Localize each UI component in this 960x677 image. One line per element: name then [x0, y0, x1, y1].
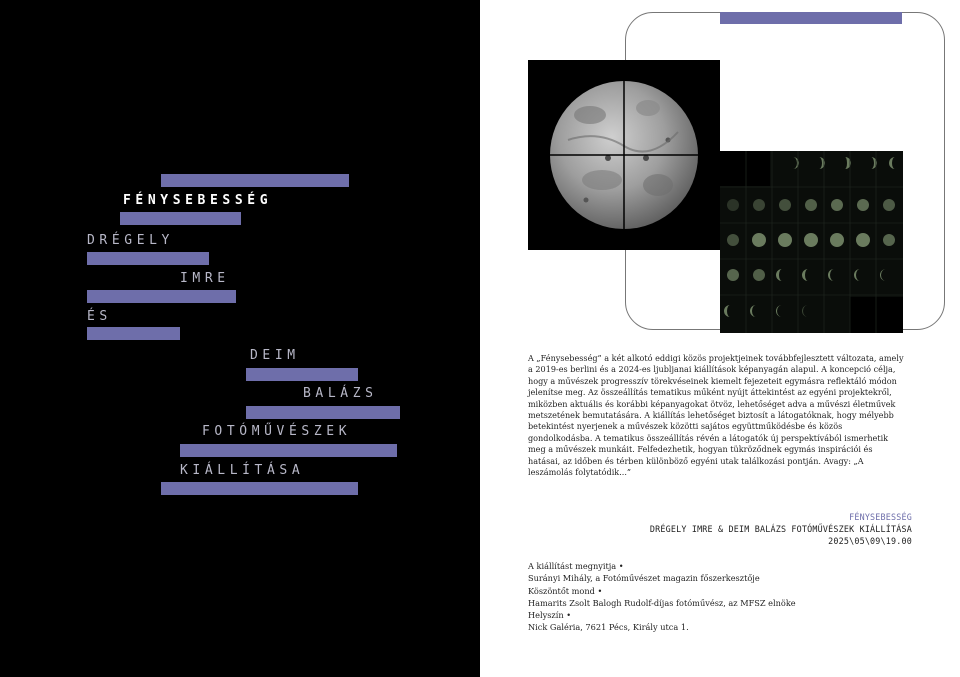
moon-photo — [528, 60, 720, 250]
accent-bar — [720, 12, 902, 24]
subtitle-artists: DRÉGELY IMRE & DEIM BALÁZS FOTÓMŰVÉSZEK KIÁLLÍTÁSA — [649, 524, 912, 534]
poster-line: DRÉGELY — [87, 233, 174, 248]
subtitle-date: 2025\05\09\19.00 — [828, 536, 912, 546]
poster-line: FOTÓMŰVÉSZEK — [202, 424, 352, 439]
accent-bar — [161, 174, 349, 187]
poster-line: ÉS — [87, 309, 112, 324]
poster-line: DEIM — [250, 348, 300, 363]
moon-phases-grid — [720, 151, 903, 333]
poster-line: KIÁLLÍTÁSA — [180, 463, 305, 478]
info-line: Surányi Mihály, a Fotóművészet magazin főszerkesztője — [528, 573, 760, 584]
info-line: Helyszín • — [528, 610, 572, 621]
accent-bar — [180, 444, 397, 457]
info-line: Köszöntőt mond • — [528, 585, 603, 596]
description-text: A „Fénysebesség” a két alkotó eddigi közös projektjeinek továbbfejlesztett változata, amely a 2019-es berlini és a 2024-es ljubljanai kiállítások képanyagán alapul. A koncepció célja, hogy a művészek progresszív törekvéseinek kiemelt fejezeteit egymásra reflektáló módon jelenítse meg. Az összeállítás tematikus műként nyújt áttekintést az egyéni projektekről, miközben aktuális és korábbi képanyagokat ötvöz, lehetőséget adva a művészi életművek metszetének bemutatására. A kiállítás lehetőséget biztosít a látogatóknak, hogy mélyebb betekintést nyerjenek a művészek közötti sajátos együttműködésbe és közös gondolkodásba. A tematikus összeállítás révén a látogatók új perspektívából ismerhetik meg a művészek munkáit. Felfedezhetik, hogyan tükröződnek egymás inspirációi és hatásai, az időben és térben különböző egyéni utak találkozási pontján. Avagy: „A leszámolás folytatódik...” — [528, 353, 904, 478]
accent-bar — [161, 482, 358, 495]
poster-line: IMRE — [180, 271, 230, 286]
info-panel — [480, 0, 960, 677]
info-line: Hamarits Zsolt Balogh Rudolf-díjas fotóművész, az MFSZ elnöke — [528, 597, 796, 608]
subtitle-title: FÉNYSEBESSÉG — [849, 512, 912, 522]
info-line: A kiállítást megnyitja • — [528, 561, 624, 571]
accent-bar — [87, 252, 209, 265]
accent-bar — [120, 212, 241, 225]
accent-bar — [246, 406, 400, 419]
accent-bar — [87, 290, 236, 303]
poster-title: FÉNYSEBESSÉG — [123, 193, 273, 208]
accent-bar — [246, 368, 358, 381]
info-line: Nick Galéria, 7621 Pécs, Király utca 1. — [528, 622, 689, 633]
poster-line: BALÁZS — [303, 386, 378, 401]
accent-bar — [87, 327, 180, 340]
opening-info — [528, 560, 796, 634]
